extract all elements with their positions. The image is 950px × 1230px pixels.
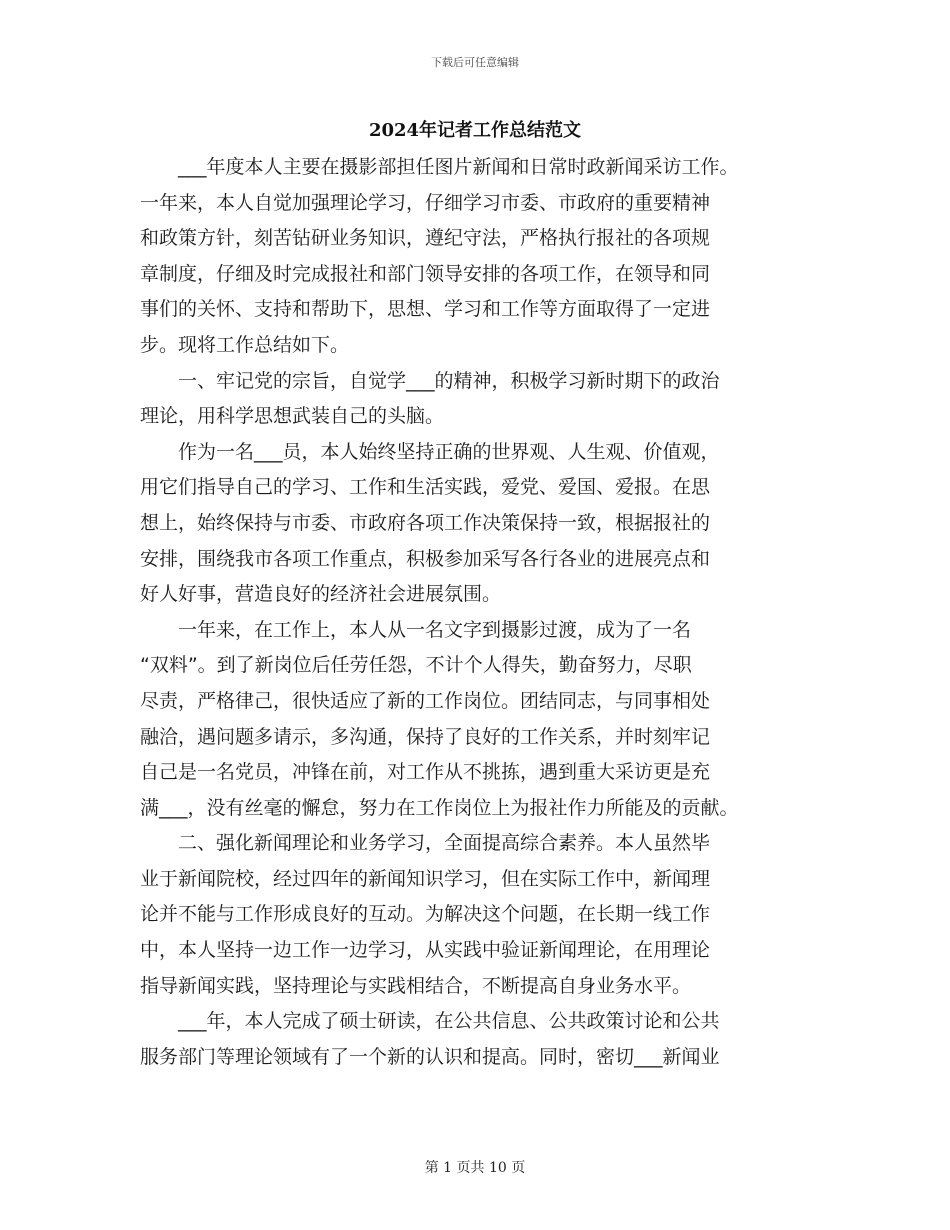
text-line: 一年来，本人自觉加强理论学习，仔细学习市委、市政府的重要精神 <box>140 191 711 214</box>
text-line: 章制度，仔细及时完成报社和部门领导安排的各项工作，在领导和同 <box>140 262 711 285</box>
text-line: 好人好事，营造良好的经济社会进展氛围。 <box>140 583 502 606</box>
text-line: ___年，本人完成了硕士研读，在公共信息、公共政策讨论和公共 <box>140 1010 720 1033</box>
text-line: 安排，围绕我市各项工作重点，积极参加采写各行各业的进展亮点和 <box>140 547 711 570</box>
body-text <box>140 150 830 1075</box>
text-line: 业于新闻院校，经过四年的新闻知识学习，但在实际工作中，新闻理 <box>140 867 711 890</box>
header-note: 下载后可任意编辑 <box>431 56 519 69</box>
text-line: 自己是一名党员，冲锋在前，对工作从不挑拣，遇到重大采访更是充 <box>140 761 711 784</box>
text-line: 用它们指导自己的学习、工作和生活实践，爱党、爱国、爱报。在思 <box>140 476 711 499</box>
text-line: 一年来，在工作上，本人从一名文字到摄影过渡，成为了一名 <box>140 618 692 641</box>
text-line: 融洽，遇问题多请示，多沟通，保持了良好的工作关系，并时刻牢记 <box>140 725 711 748</box>
text-line: 步。现将工作总结如下。 <box>140 333 350 356</box>
text-line: 理论，用科学思想武装自己的头脑。 <box>140 405 445 428</box>
text-line: 事们的关怀、支持和帮助下，思想、学习和工作等方面取得了一定进 <box>140 298 711 321</box>
document-title: 2024年记者工作总结范文 <box>368 120 582 141</box>
text-line: 尽责，严格律己，很快适应了新的工作岗位。团结同志，与同事相处 <box>140 689 711 712</box>
text-line: 服务部门等理论领域有了一个新的认识和提高。同时，密切___新闻业 <box>140 1045 720 1068</box>
text-line: 作为一名___员，本人始终坚持正确的世界观、人生观、价值观， <box>140 440 720 463</box>
text-line: 一、牢记党的宗旨，自觉学___的精神，积极学习新时期下的政治 <box>140 369 720 392</box>
page-footer: 第 1 页共 10 页 <box>424 1160 526 1176</box>
text-line: 满___，没有丝毫的懈怠，努力在工作岗位上为报社作力所能及的贡献。 <box>140 796 739 819</box>
text-line: 和政策方针，刻苦钻研业务知识，遵纪守法，严格执行报社的各项规 <box>140 227 711 250</box>
text-line: 二、强化新闻理论和业务学习，全面提高综合素养。本人虽然毕 <box>140 832 711 855</box>
text-line: 中，本人坚持一边工作一边学习，从实践中验证新闻理论，在用理论 <box>140 939 711 962</box>
text-line: 指导新闻实践，坚持理论与实践相结合，不断提高自身业务水平。 <box>140 974 692 997</box>
text-line: 想上，始终保持与市委、市政府各项工作决策保持一致，根据报社的 <box>140 511 711 534</box>
text-line: ___年度本人主要在摄影部担任图片新闻和日常时政新闻采访工作。 <box>140 156 739 178</box>
text-line: 论并不能与工作形成良好的互动。为解决这个问题，在长期一线工作 <box>140 903 711 926</box>
text-line: “双料”。到了新岗位后任劳任怨，不计个人得失，勤奋努力，尽职 <box>140 654 692 677</box>
